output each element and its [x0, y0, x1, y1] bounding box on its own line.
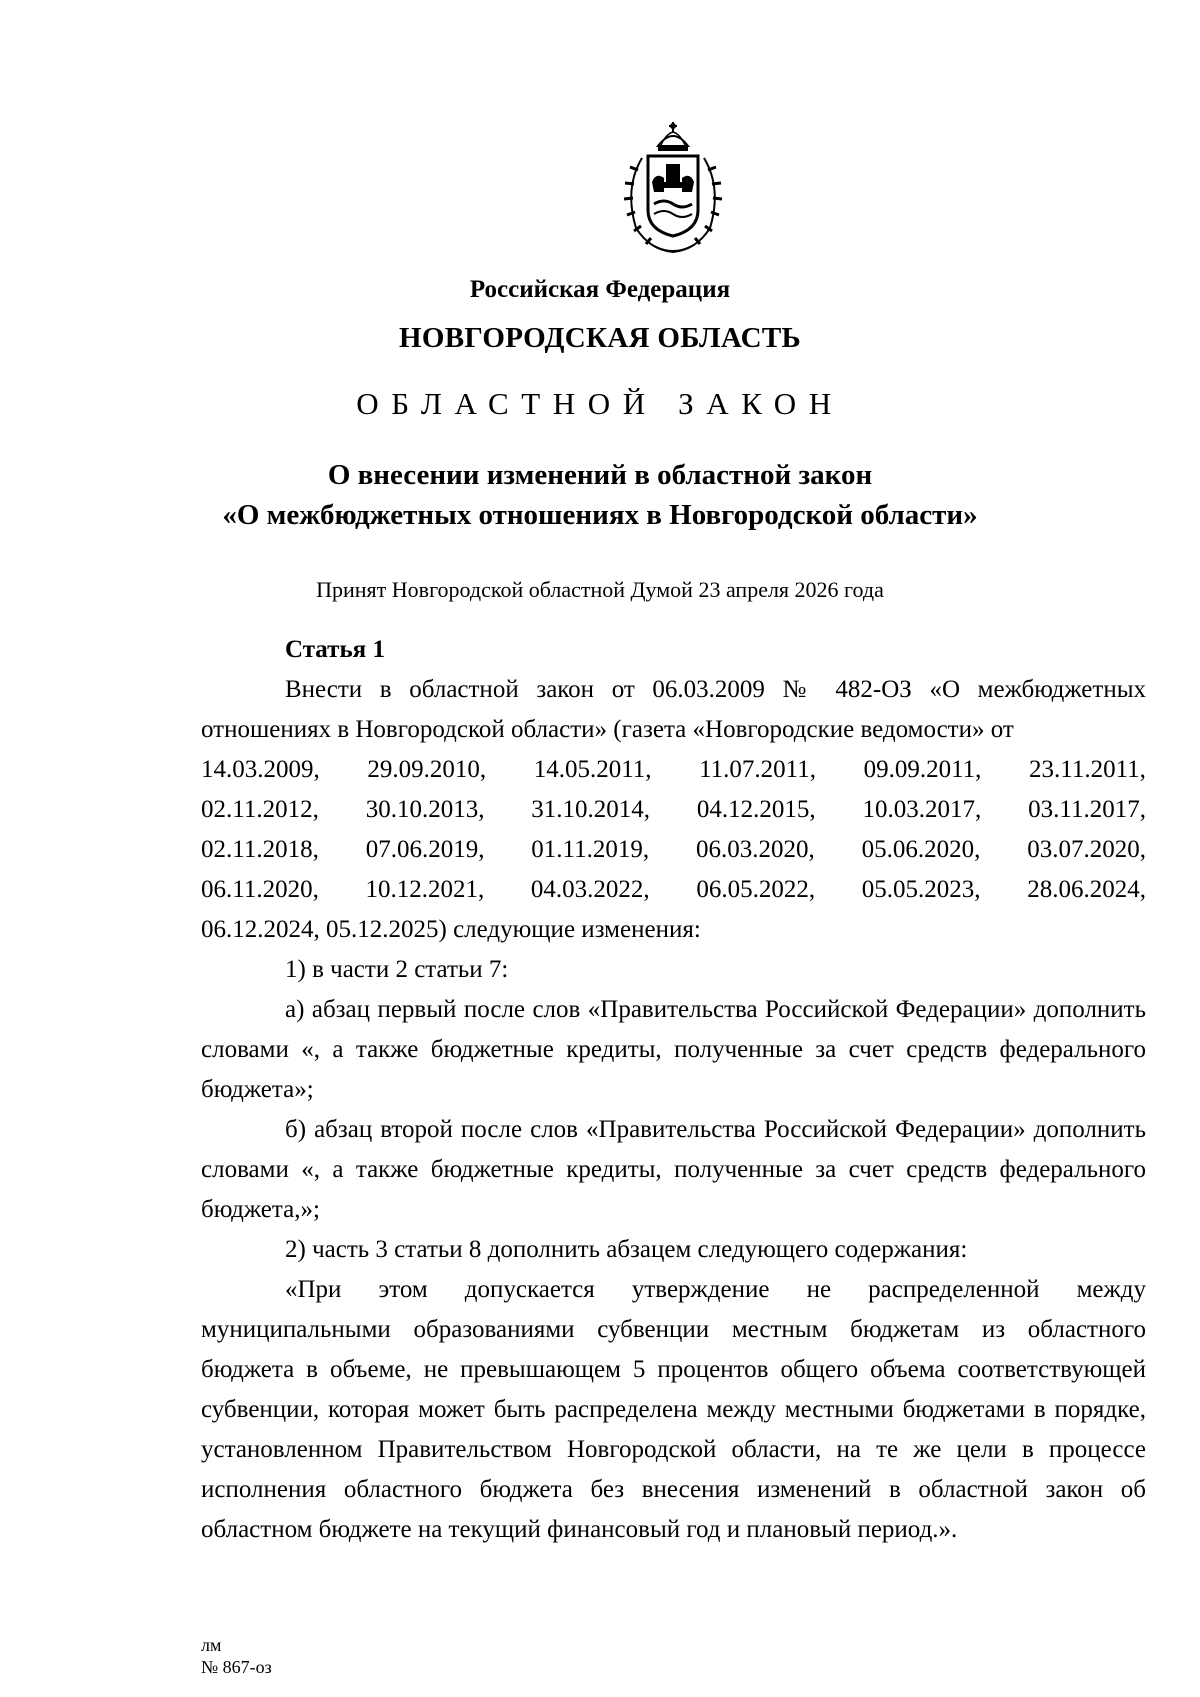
- law-body: [201, 630, 1146, 1550]
- item-2: 2) часть 3 статьи 8 дополнить абзацем следующего содержания:: [285, 1236, 968, 1263]
- amendment-date: 14.05.2011,: [533, 756, 652, 783]
- country-heading: Российская Федерация: [469, 276, 731, 303]
- item-1b: б) абзац второй после слов «Правительства Российской Федерации» дополнить словами «, а также бюджетные кредиты, полученные за счет средств федерального бюджета,»;: [201, 1116, 1146, 1223]
- article-intro: Внести в областной закон от 06.03.2009 № 482-ОЗ «О межбюджетных отношениях в Новгородской области» (газета «Новгородские ведомости» от: [201, 676, 1146, 743]
- amendment-date: 06.03.2020,: [695, 836, 815, 863]
- amendment-date: 29.09.2010,: [367, 756, 487, 783]
- law-type-heading: ОБЛАСТНОЙ ЗАКОН: [356, 386, 844, 421]
- amendment-date: 10.03.2017,: [862, 796, 982, 823]
- amendment-date: 02.11.2012,: [201, 796, 319, 823]
- amendment-date: 28.06.2024,: [1027, 876, 1146, 903]
- dates-row: [201, 830, 1146, 870]
- document-footer: [201, 1634, 272, 1678]
- novgorod-coat-of-arms-icon: [614, 118, 732, 258]
- dates-row: [201, 870, 1146, 910]
- amendment-date: 04.03.2022,: [530, 876, 650, 903]
- region-heading: НОВГОРОДСКАЯ ОБЛАСТЬ: [398, 322, 802, 354]
- quoted-paragraph: «При этом допускается утверждение не распределенной между муниципальными образованиями субвенции местным бюджетам из областного бюджета в объеме, не превышающем 5 процентов общего объема соответствующей субвенции, которая может быть распределена между местными бюджетами в порядке, установленном Правительством Новгородской области, на те же цели в процессе исполнения областного бюджета без внесения изменений в областной закон об областном бюджете на текущий финансовый год и плановый период.».: [201, 1276, 1146, 1543]
- amendment-date: 02.11.2018,: [201, 836, 319, 863]
- law-title: [0, 455, 1200, 535]
- dates-row: [201, 790, 1146, 830]
- footer-initials: лм: [201, 1635, 222, 1655]
- item-1a: а) абзац первый после слов «Правительства Российской Федерации» дополнить словами «, а также бюджетные кредиты, полученные за счет средств федерального бюджета»;: [201, 996, 1146, 1103]
- amendment-date: 14.03.2009,: [201, 756, 320, 783]
- article-intro-end: 06.12.2024, 05.12.2025) следующие изменения:: [201, 916, 701, 943]
- amendment-date: 05.05.2023,: [861, 876, 981, 903]
- article-heading: Статья 1: [285, 636, 385, 663]
- adoption-note: Принят Новгородской областной Думой 23 апреля 2026 года: [316, 577, 884, 602]
- item-1: 1) в части 2 статьи 7:: [285, 956, 509, 983]
- amendment-date: 06.11.2020,: [201, 876, 319, 903]
- amendment-date: 10.12.2021,: [365, 876, 485, 903]
- dates-row: [201, 750, 1146, 790]
- amendment-date: 11.07.2011,: [699, 756, 817, 783]
- amendment-date: 31.10.2014,: [531, 796, 651, 823]
- amendment-date: 07.06.2019,: [365, 836, 485, 863]
- law-title-line2: «О межбюджетных отношениях в Новгородской области»: [222, 499, 978, 531]
- amendment-date: 04.12.2015,: [696, 796, 816, 823]
- amendment-date: 01.11.2019,: [531, 836, 650, 863]
- law-title-line1: О внесении изменений в областной закон: [327, 459, 873, 491]
- amendment-date: 30.10.2013,: [365, 796, 485, 823]
- amendment-date: 05.06.2020,: [861, 836, 981, 863]
- amendment-date: 09.09.2011,: [863, 756, 982, 783]
- amendment-date: 03.07.2020,: [1027, 836, 1146, 863]
- amendment-dates: [201, 750, 1146, 910]
- amendment-date: 06.05.2022,: [696, 876, 816, 903]
- footer-number: № 867-оз: [201, 1657, 272, 1677]
- amendment-date: 23.11.2011,: [1029, 756, 1146, 783]
- amendment-date: 03.11.2017,: [1028, 796, 1146, 823]
